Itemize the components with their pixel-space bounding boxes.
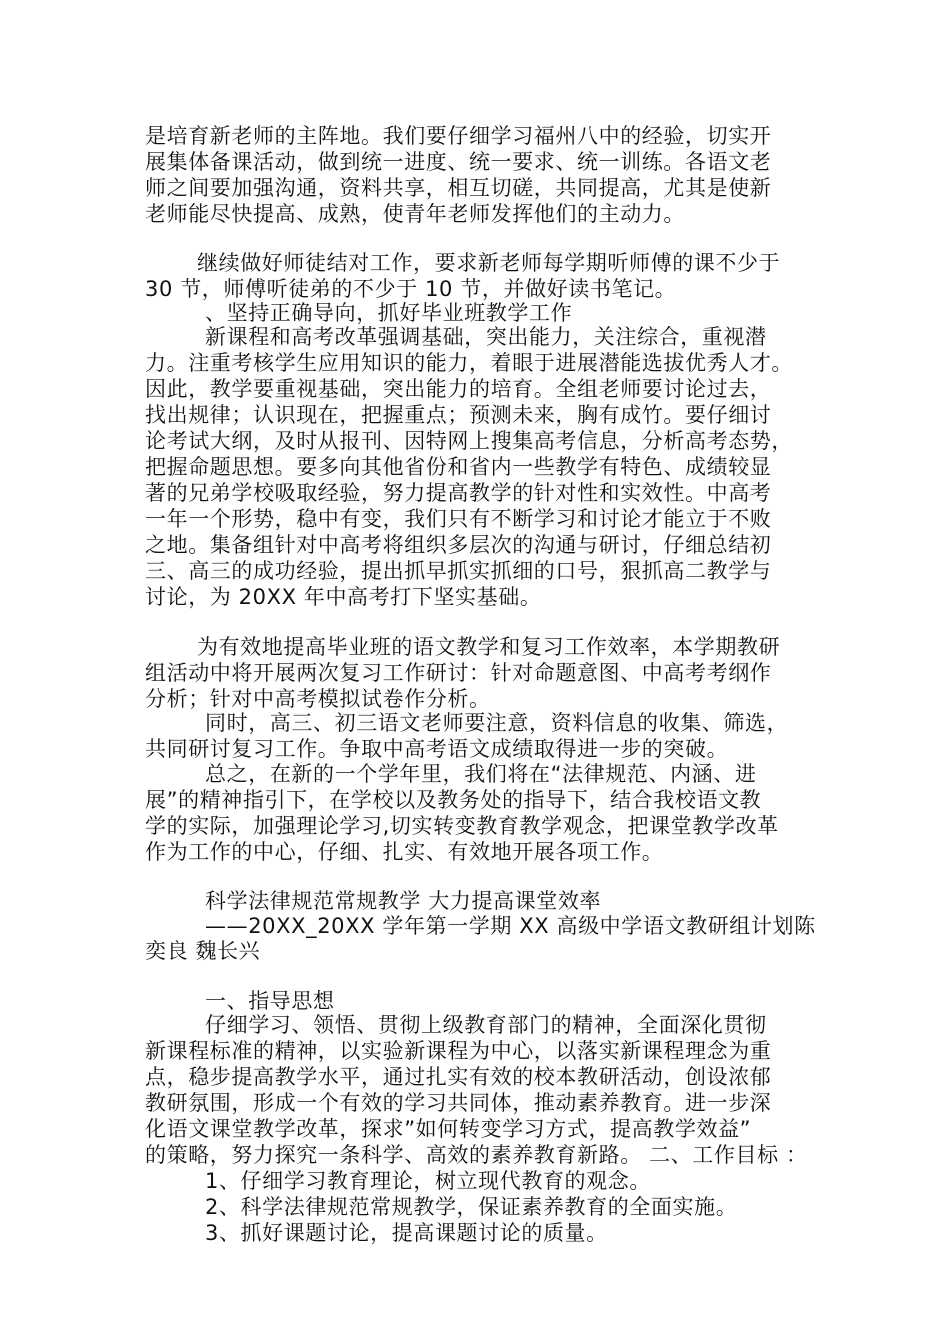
paragraph-line: 之地。集备组针对中高考将组织多层次的沟通与研讨，仔细总结初 (145, 533, 772, 557)
paragraph-line: 讨论，为 20XX 年中高考打下坚实基础。 (145, 585, 542, 609)
paragraph-line: 著的兄弟学校吸取经验，努力提高教学的针对性和实效性。中高考 (145, 481, 772, 505)
paragraph-line: 同时，高三、初三语文老师要注意，资料信息的收集、筛选， (205, 711, 789, 735)
paragraph-line: 总之，在新的一个学年里，我们将在“法律规范、内涵、进 (205, 762, 757, 786)
paragraph-line: 分析；针对中高考模拟试卷作分析。 (145, 687, 491, 711)
paragraph-line: 继续做好师徒结对工作，要求新老师每学期听师傅的课不少于 (197, 251, 781, 275)
paragraph-line: 教研氛围，形成一个有效的学习共同体，推动素养教育。进一步深 (145, 1091, 772, 1115)
document-subtitle: ——20XX_20XX 学年第一学期 XX 高级中学语文教研组计划陈 (205, 914, 816, 938)
paragraph-line: 三、高三的成功经验，提出抓早抓实抓细的口号，狠抓高二教学与 (145, 559, 772, 583)
paragraph-line: 一年一个形势，稳中有变，我们只有不断学习和讨论才能立于不败 (145, 507, 772, 531)
paragraph-line: 力。注重考核学生应用知识的能力，着眼于进展潜能选拔优秀人才。 (145, 351, 793, 375)
paragraph-line: 论考试大纲，及时从报刊、因特网上搜集高考信息，分析高考态势， (145, 429, 793, 453)
paragraph-line: 组活动中将开展两次复习工作研讨：针对命题意图、中高考考纲作 (145, 661, 772, 685)
document-title: 科学法律规范常规教学 大力提高课堂效率 (205, 889, 602, 913)
paragraph-line: 因此，教学要重视基础，突出能力的培育。全组老师要讨论过去， (145, 377, 772, 401)
paragraph-line: 新课程标准的精神，以实验新课程为中心，以落实新课程理念为重 (145, 1039, 772, 1063)
paragraph-line: 学的实际，加强理论学习,切实转变教育教学观念，把课堂教学改革 (145, 814, 779, 838)
paragraph-line: 仔细学习、领悟、贯彻上级教育部门的精神，全面深化贯彻 (205, 1013, 767, 1037)
paragraph-line: 展集体备课活动，做到统一进度、统一要求、统一训练。各语文老 (145, 150, 772, 174)
paragraph-line: 把握命题思想。要多向其他省份和省内一些教学有特色、成绩较显 (145, 455, 772, 479)
section-heading: 一、指导思想 (205, 989, 335, 1013)
document-subtitle: 奕良 魏长兴 (145, 939, 261, 963)
list-item: 2、科学法律规范常规教学，保证素养教育的全面实施。 (205, 1195, 738, 1219)
paragraph-line: 找出规律；认识现在，把握重点；预测未来，胸有成竹。要仔细讨 (145, 403, 772, 427)
paragraph-line: 新课程和高考改革强调基础，突出能力，关注综合，重视潜 (205, 325, 767, 349)
section-heading: 、坚持正确导向，抓好毕业班教学工作 (205, 301, 573, 325)
paragraph-line: 化语文课堂教学改革，探求”如何转变学习方式，提高教学效益” (145, 1117, 752, 1141)
paragraph-line: 30 节，师傅听徒弟的不少于 10 节，并做好读书笔记。 (145, 277, 677, 301)
paragraph-line: 展”的精神指引下，在学校以及教务处的指导下，结合我校语文教 (145, 788, 762, 812)
paragraph-line: 作为工作的中心，仔细、扎实、有效地开展各项工作。 (145, 840, 664, 864)
paragraph-line: 是培育新老师的主阵地。我们要仔细学习福州八中的经验，切实开 (145, 124, 772, 148)
paragraph-line: 为有效地提高毕业班的语文教学和复习工作效率，本学期教研 (197, 635, 781, 659)
paragraph-line: 老师能尽快提高、成熟，使青年老师发挥他们的主动力。 (145, 202, 685, 226)
paragraph-line: 师之间要加强沟通，资料共享，相互切磋，共同提高，尤其是使新 (145, 176, 772, 200)
paragraph-line: 共同研讨复习工作。争取中高考语文成绩取得进一步的突破。 (145, 737, 729, 761)
paragraph-line: 的策略，努力探究一条科学、高效的素养教育新路。 二、工作目标 ： (145, 1143, 808, 1167)
paragraph-line: 点，稳步提高教学水平，通过扎实有效的校本教研活动，创设浓郁 (145, 1065, 772, 1089)
list-item: 1、仔细学习教育理论，树立现代教育的观念。 (205, 1169, 651, 1193)
list-item: 3、抓好课题讨论，提高课题讨论的质量。 (205, 1221, 608, 1245)
